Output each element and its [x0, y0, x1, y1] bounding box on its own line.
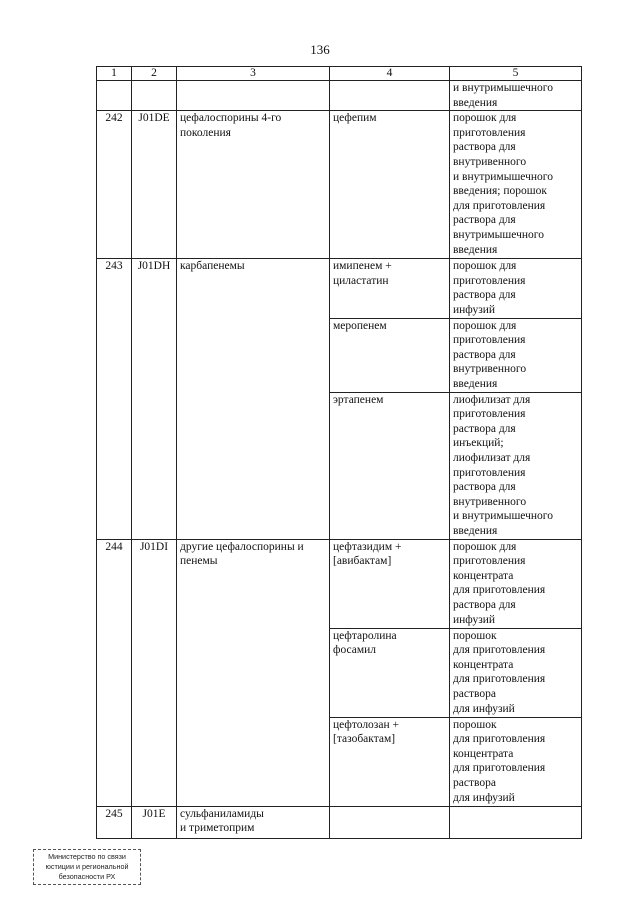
- drug-table: [96, 66, 582, 839]
- table-row-242: [97, 111, 582, 259]
- dosage-form: лиофилизат для приготовления раствора для инъекций; лиофилизат для приготовления раствора для внутривенного и внутримышечного введения: [450, 392, 582, 539]
- dosage-form: порошок для приготовления раствора для внутривенного введения: [450, 318, 582, 392]
- table-row-245: [97, 806, 582, 838]
- atc-code: J01DI: [132, 539, 177, 806]
- table-row-244: [97, 539, 582, 628]
- atc-code: J01E: [132, 806, 177, 838]
- dosage-form: порошок для приготовления раствора для инфузий: [450, 259, 582, 318]
- drug-name: имипенем + циластатин: [330, 259, 450, 318]
- drug-name: цефтаролина фосамил: [330, 628, 450, 717]
- ministry-stamp: Министерство по связи юстиции и региональной безопасности РХ: [33, 849, 141, 885]
- header-cell-3: 3: [177, 67, 330, 81]
- dosage-form: порошок для приготовления концентрата для приготовления раствора для инфузий: [450, 539, 582, 628]
- page-number: 136: [310, 42, 330, 57]
- drug-name: цефтолозан + [тазобактам]: [330, 717, 450, 806]
- table-row-243: [97, 259, 582, 318]
- table-row-continued: [97, 81, 582, 111]
- row-number: 244: [97, 539, 132, 806]
- header-cell-2: 2: [132, 67, 177, 81]
- dosage-form: и внутримышечного введения: [450, 81, 582, 111]
- atc-code: J01DE: [132, 111, 177, 259]
- group-name: сульфаниламиды и триметоприм: [177, 806, 330, 838]
- dosage-form: порошок для приготовления концентрата для приготовления раствора для инфузий: [450, 717, 582, 806]
- drug-name: цефепим: [330, 111, 450, 259]
- drug-name: эртапенем: [330, 392, 450, 539]
- header-cell-5: 5: [450, 67, 582, 81]
- drug-name: цефтазидим + [авибактам]: [330, 539, 450, 628]
- row-number: 242: [97, 111, 132, 259]
- group-name: другие цефалоспорины и пенемы: [177, 539, 330, 806]
- row-number: 245: [97, 806, 132, 838]
- header-row: [97, 67, 582, 81]
- atc-code: J01DH: [132, 259, 177, 539]
- group-name: цефалоспорины 4-го поколения: [177, 111, 330, 259]
- header-cell-1: 1: [97, 67, 132, 81]
- group-name: карбапенемы: [177, 259, 330, 539]
- dosage-form: порошок для приготовления раствора для внутривенного и внутримышечного введения; порошок для приготовления раствора для внутримышечного введения: [450, 111, 582, 259]
- row-number: 243: [97, 259, 132, 539]
- header-cell-4: 4: [330, 67, 450, 81]
- drug-name: меропенем: [330, 318, 450, 392]
- dosage-form: порошок для приготовления концентрата для приготовления раствора для инфузий: [450, 628, 582, 717]
